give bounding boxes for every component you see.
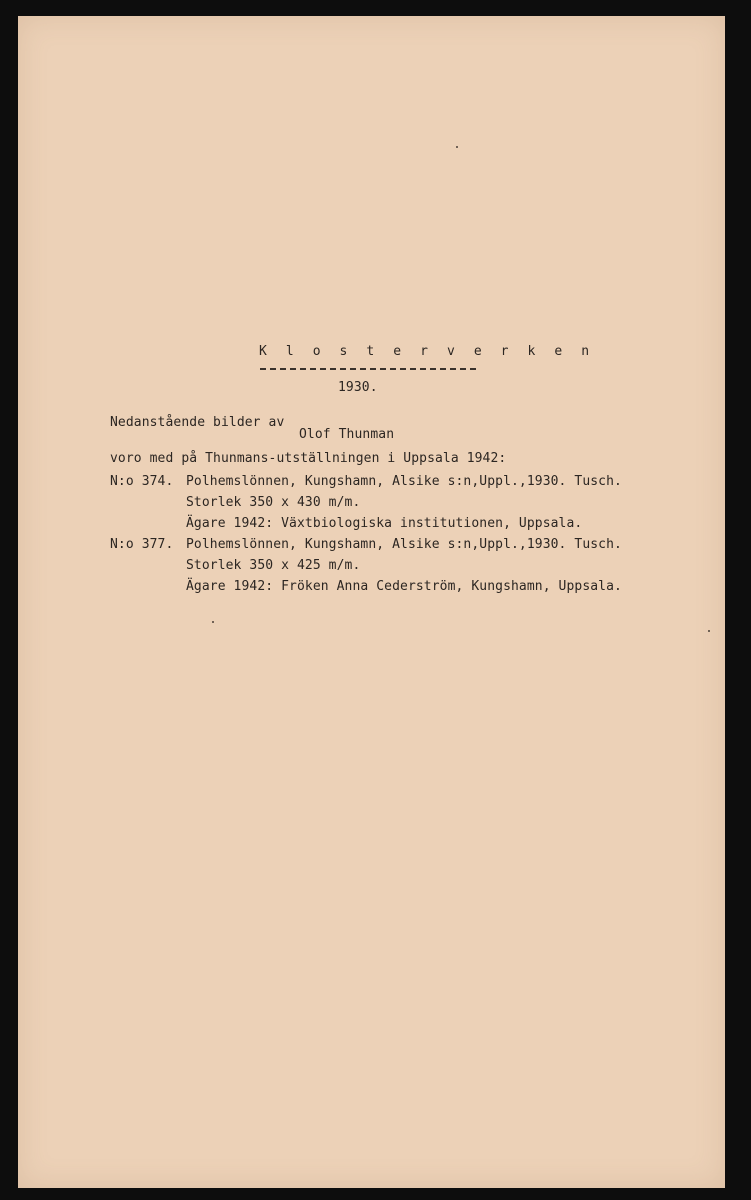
entry-description: Polhemslönnen, Kungshamn, Alsike s:n,Uppl.,1930. Tusch. xyxy=(186,474,622,489)
document-title: K l o s t e r v e r k e n xyxy=(259,344,595,359)
artist-name: Olof Thunman xyxy=(299,427,395,442)
document-year: 1930. xyxy=(338,380,378,395)
paper-speck xyxy=(456,146,458,148)
title-underline xyxy=(260,368,476,370)
entry-size: Storlek 350 x 425 m/m. xyxy=(186,558,361,573)
intro-line-3: voro med på Thunmans-utställningen i Uppsala 1942: xyxy=(110,451,507,466)
typewritten-page xyxy=(18,16,725,1188)
paper-speck xyxy=(708,630,710,632)
entry-owner: Ägare 1942: Fröken Anna Cederström, Kungshamn, Uppsala. xyxy=(186,579,622,594)
paper-speck xyxy=(212,621,214,623)
intro-line-1: Nedanstående bilder av xyxy=(110,415,285,430)
entry-owner: Ägare 1942: Växtbiologiska institutionen, Uppsala. xyxy=(186,516,583,531)
entry-description: Polhemslönnen, Kungshamn, Alsike s:n,Uppl.,1930. Tusch. xyxy=(186,537,622,552)
entry-size: Storlek 350 x 430 m/m. xyxy=(186,495,361,510)
entry-number: N:o 377. xyxy=(110,537,174,552)
entry-number: N:o 374. xyxy=(110,474,174,489)
